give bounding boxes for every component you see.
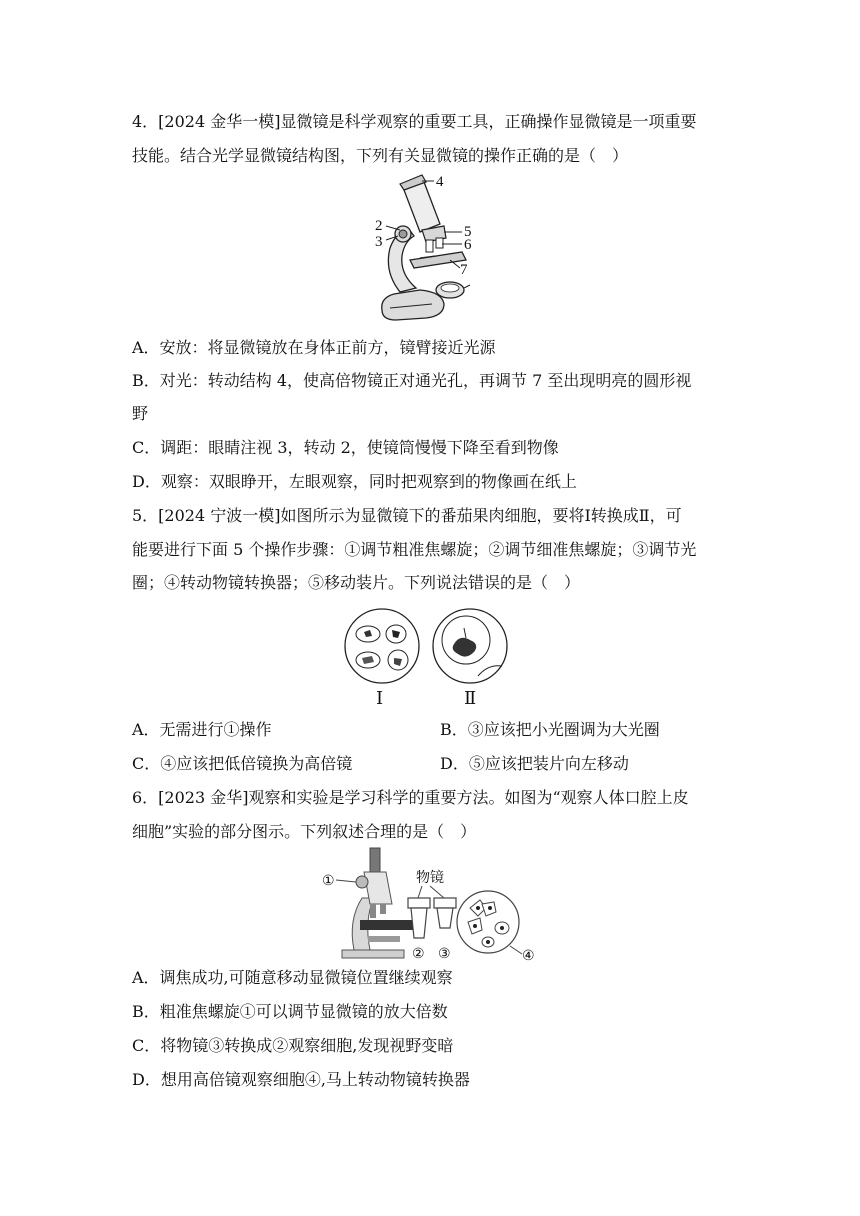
q4-option-b-line2: 野 <box>132 404 149 423</box>
q5-cell-views-figure <box>338 604 518 708</box>
q6-microscope-and-cells-figure <box>318 846 542 962</box>
q6-stem-line1: 6．[2023 金华]观察和实验是学习科学的重要方法。如图为“观察人体口腔上皮 <box>132 788 689 807</box>
q6-option-c: C．将物镜③转换成②观察细胞,发现视野变暗 <box>132 1036 454 1055</box>
q6-option-b: B．粗准焦螺旋①可以调节显微镜的放大倍数 <box>132 1002 448 1021</box>
q5-stem-line2: 能要进行下面 5 个操作步骤：①调节粗准焦螺旋；②调节细准焦螺旋；③调节光 <box>132 540 697 559</box>
q4-microscope-figure <box>360 172 490 326</box>
q4-stem-line1: 4．[2024 金华一模]显微镜是科学观察的重要工具，正确操作显微镜是一项重要 <box>132 112 697 131</box>
q4-figure-label-2: 3 <box>375 234 383 250</box>
q4-option-d: D．观察：双眼睁开，左眼观察，同时把观察到的物像画在纸上 <box>132 472 577 491</box>
q5-option-b: B．③应该把小光圈调为大光圈 <box>440 720 660 739</box>
q6-stem-line2: 细胞”实验的部分图示。下列叙述合理的是（ ） <box>132 822 477 841</box>
q6-option-d: D．想用高倍镜观察细胞④,马上转动物镜转换器 <box>132 1070 470 1089</box>
q4-figure-label-1: 2 <box>375 218 383 234</box>
q6-figure-label-cell: ④ <box>522 949 535 962</box>
q5-figure-label-II: Ⅱ <box>464 688 477 708</box>
q4-figure-label-6: 7 <box>460 262 468 278</box>
q4-figure-label-5: 6 <box>464 237 472 253</box>
q6-figure-label-objective: 物镜 <box>416 871 444 886</box>
q5-stem-line1: 5．[2024 宁波一模]如图所示为显微镜下的番茄果肉细胞，要将Ⅰ转换成Ⅱ，可 <box>132 506 682 525</box>
q5-option-d: D．⑤应该把装片向左移动 <box>440 754 629 773</box>
q6-figure-label-knob: ① <box>322 874 335 889</box>
q6-option-a: A．调焦成功,可随意移动显微镜位置继续观察 <box>132 968 453 987</box>
q4-stem-line2: 技能。结合光学显微镜结构图，下列有关显微镜的操作正确的是（ ） <box>132 146 629 165</box>
q6-figure-label-obj-long: ③ <box>438 947 451 962</box>
q5-option-c: C．④应该把低倍镜换为高倍镜 <box>132 754 353 773</box>
q4-option-a: A．安放：将显微镜放在身体正前方，镜臂接近光源 <box>132 338 496 357</box>
q5-option-a: A．无需进行①操作 <box>132 720 272 739</box>
q6-figure-label-obj-short: ② <box>412 947 425 962</box>
q4-figure-label-4: 5 <box>464 224 472 240</box>
q4-option-c: C．调距：眼睛注视 3，转动 2，使镜筒慢慢下降至看到物像 <box>132 438 559 457</box>
q4-option-b-line1: B．对光：转动结构 4，使高倍物镜正对通光孔，再调节 7 至出现明亮的圆形视 <box>132 371 692 390</box>
q4-figure-label-3: 4 <box>436 174 444 190</box>
q5-stem-line3: 圈；④转动物镜转换器；⑤移动装片。下列说法错误的是（ ） <box>132 573 581 592</box>
q5-figure-label-I: Ⅰ <box>376 688 384 708</box>
